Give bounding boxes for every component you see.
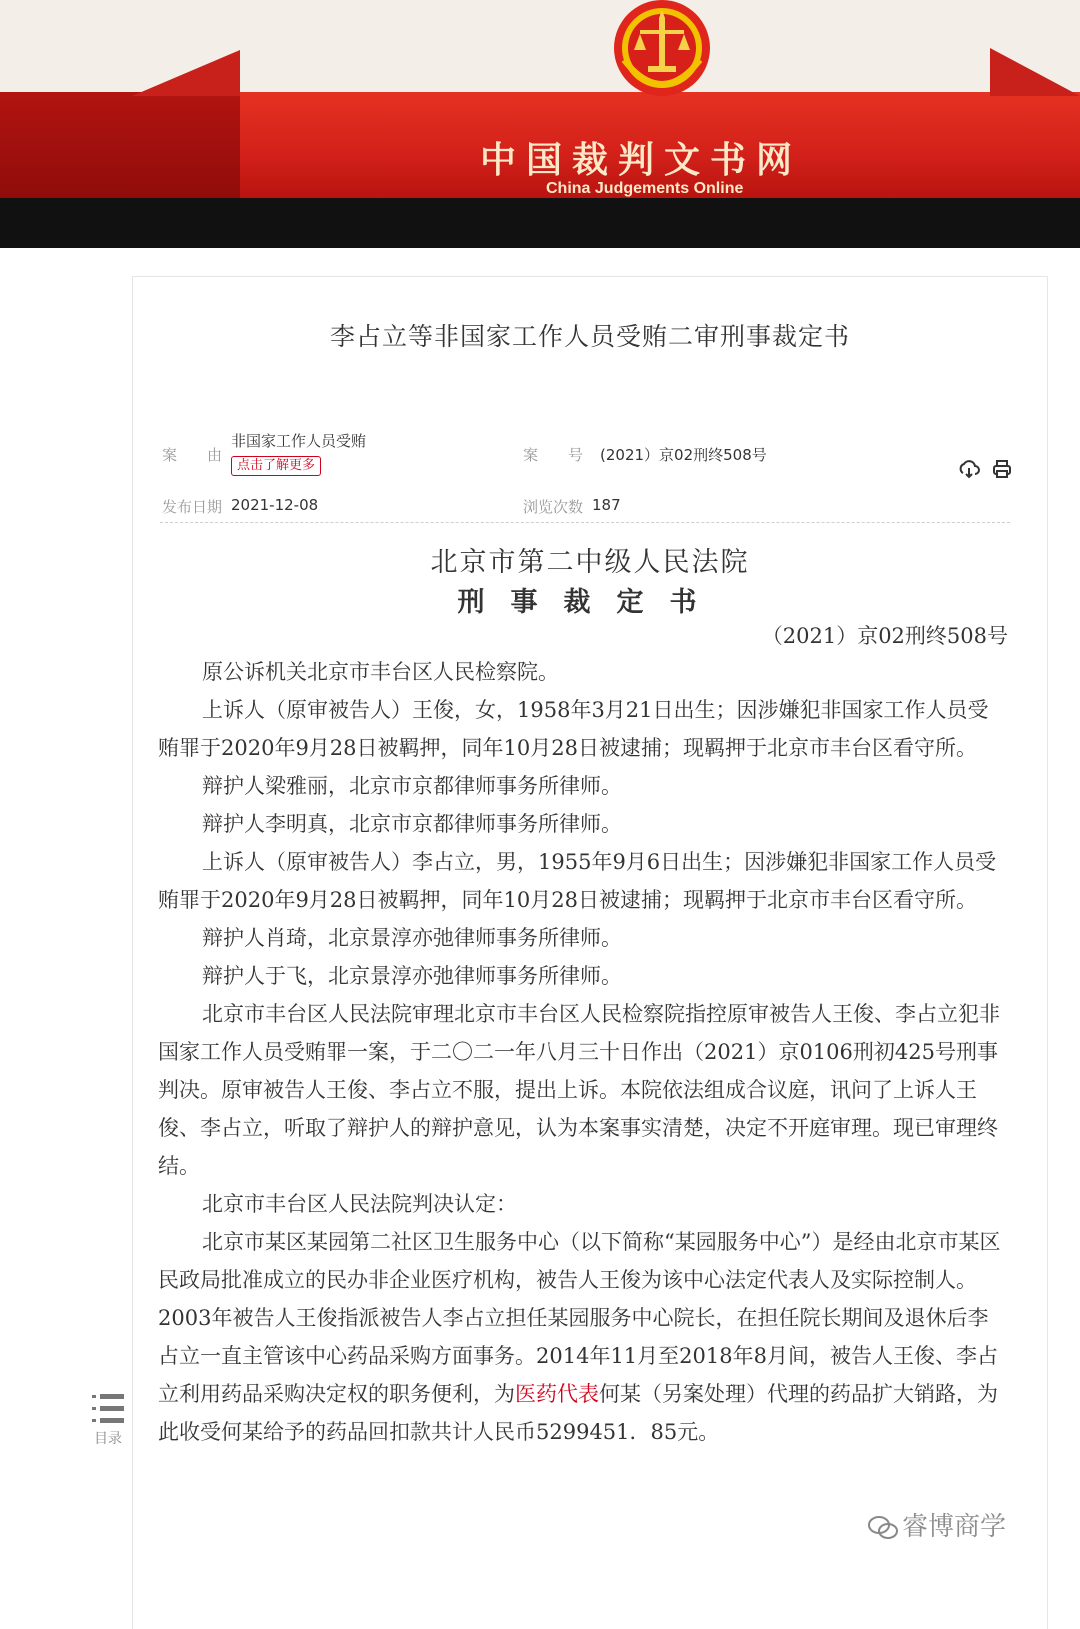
paragraph: 北京市丰台区人民法院判决认定： [202,1192,517,1216]
paragraph: 上诉人（原审被告人）王俊，女，1958年3月21日出生；因涉嫌犯非国家工作人员受贿罪于2020年9月28日被羁押，同年10月28日被逮捕；现羁押于北京市丰台区看守所。 [158,698,989,760]
document-actions [952,458,1013,480]
paragraph: 北京市丰台区人民法院审理北京市丰台区人民检察院指控原审被告人王俊、李占立犯非国家工作人员受贿罪一案，于二〇二一年八月三十日作出（2021）京0106刑初425号刑事判决。原审被告人王俊、李占立不服，提出上诉。本院依法组成合议庭，讯问了上诉人王俊、李占立，听取了辩护人的辩护意见，认为本案事实清楚，决定不开庭审理。现已审理终结。 [158,1002,1000,1178]
site-banner [0,0,1080,248]
paragraph-facts [158,1223,1008,1451]
court-name: 北京市第二中级人民法院 [430,547,750,578]
judgment-body [158,653,1008,1451]
download-icon[interactable] [958,458,980,480]
paragraph: 原公诉机关北京市丰台区人民检察院。 [202,660,559,684]
paragraph: 辩护人李明真，北京市京都律师事务所律师。 [202,812,622,836]
print-icon[interactable] [991,458,1013,480]
wechat-icon [868,1515,898,1541]
meta-divider [160,522,1010,523]
banner-ribbon-left [132,50,240,96]
banner-red-left [0,92,240,204]
learn-more-button[interactable]: 点击了解更多 [231,456,321,476]
publish-date-label: 发布日期 [162,498,223,516]
site-name-en: China Judgements Online [546,180,744,197]
facts-text-after: 何某（另案处理）代理的药品扩大销路，为此收受何某给予的药品回扣款共计人民币5299451．85元。 [158,1382,998,1444]
document-title: 李占立等非国家工作人员受贿二审刑事裁定书 [329,322,850,351]
banner-ribbon-right [990,48,1080,96]
facts-text-before: 北京市某区某园第二社区卫生服务中心（以下简称“某园服务中心”）是经由北京市某区民政局批准成立的民办非企业医疗机构，被告人王俊为该中心法定代表人及实际控制人。2003年被告人王俊指派被告人李占立担任某园服务中心院长，在担任院长期间及退休后李占立一直主管该中心药品采购方面事务。2014年11月至2018年8月间，被告人王俊、李占立利用药品采购决定权的职务便利，为 [158,1230,1001,1406]
paragraph: 辩护人于飞，北京景淳亦弛律师事务所律师。 [202,964,622,988]
paragraph: 上诉人（原审被告人）李占立，男，1955年9月6日出生；因涉嫌犯非国家工作人员受贿罪于2020年9月28日被羁押，同年10月28日被逮捕；现羁押于北京市丰台区看守所。 [158,850,997,912]
toc-button[interactable] [84,1392,132,1448]
medical-rep-link[interactable]: 医药代表 [515,1382,599,1406]
site-name-cn: 中国裁判文书网 [480,139,803,181]
court-emblem-icon [610,0,714,104]
case-no-value: (2021）京02刑终508号 [600,446,767,464]
view-count-value: 187 [592,496,621,514]
paragraph: 辩护人梁雅丽，北京市京都律师事务所律师。 [202,774,622,798]
list-icon [88,1392,128,1426]
case-no-label: 案 号 [523,446,584,464]
watermark-text: 睿博商学 [902,1512,1007,1542]
view-count-label: 浏览次数 [523,498,584,516]
paragraph: 辩护人肖琦，北京景淳亦弛律师事务所律师。 [202,926,622,950]
toc-label: 目录 [94,1431,122,1447]
cause-value: 非国家工作人员受贿 [231,432,367,450]
publish-date-value: 2021-12-08 [231,496,319,514]
watermark [868,1506,1006,1543]
document-type: 刑事裁定书 [457,587,723,618]
banner-dark-band [0,198,1080,248]
document-case-number: （2021）京02刑终508号 [761,624,1008,648]
cause-label: 案 由 [162,446,223,464]
